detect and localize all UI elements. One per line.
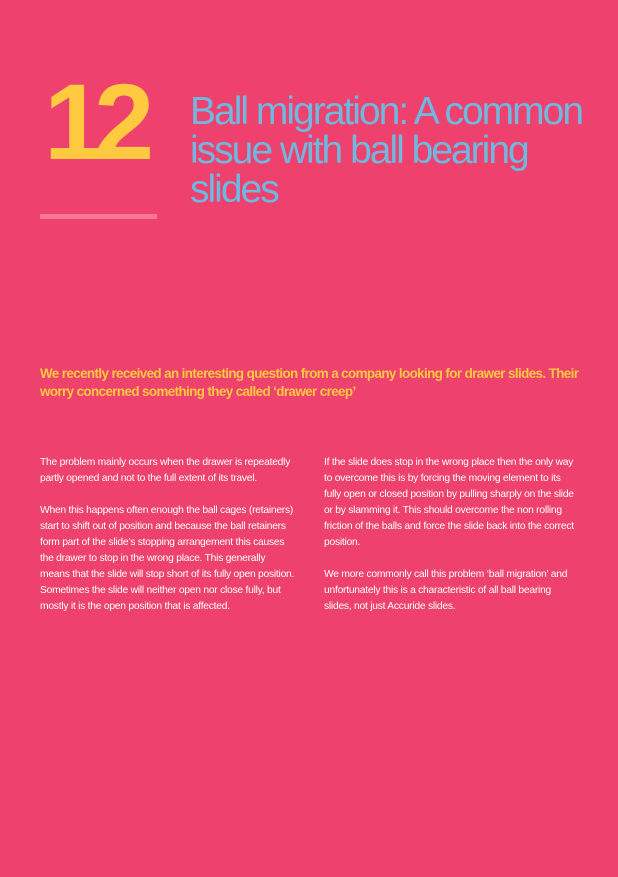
chapter-title: Ball migration: A common issue with ball bearing slides	[190, 90, 583, 211]
body-paragraph: When this happens often enough the ball cages (retainers) start to shift out of position and because the ball retainers form part of the slide’s stopping arrangement this causes the drawer to stop in the wrong place. This generally means that the slide will stop short of its fully open position. Sometimes the slide will neither open nor close fully, but mostly it is the open position that is affected.	[40, 505, 295, 612]
intro-paragraph: We recently received an interesting question from a company looking for drawer slides. Their worry concerned something they called ‘drawer creep’	[40, 366, 579, 399]
chapter-divider	[40, 214, 157, 219]
body-column-left	[40, 455, 295, 631]
body-paragraph: The problem mainly occurs when the drawer is repeatedly partly opened and not to the full extent of its travel.	[40, 457, 291, 484]
body-paragraph: If the slide does stop in the wrong place then the only way to overcome this is by forcing the moving element to its fully open or closed position by pulling sharply on the slide or by slamming it. This should overcome the non rolling friction of the balls and force the slide back into the correct position.	[324, 457, 574, 548]
body-paragraph: We more commonly call this problem ‘ball migration’ and unfortunately this is a characteristic of all ball bearing slides, not just Accuride slides.	[324, 569, 568, 612]
chapter-number: 12	[44, 61, 145, 182]
body-column-right	[324, 455, 579, 631]
